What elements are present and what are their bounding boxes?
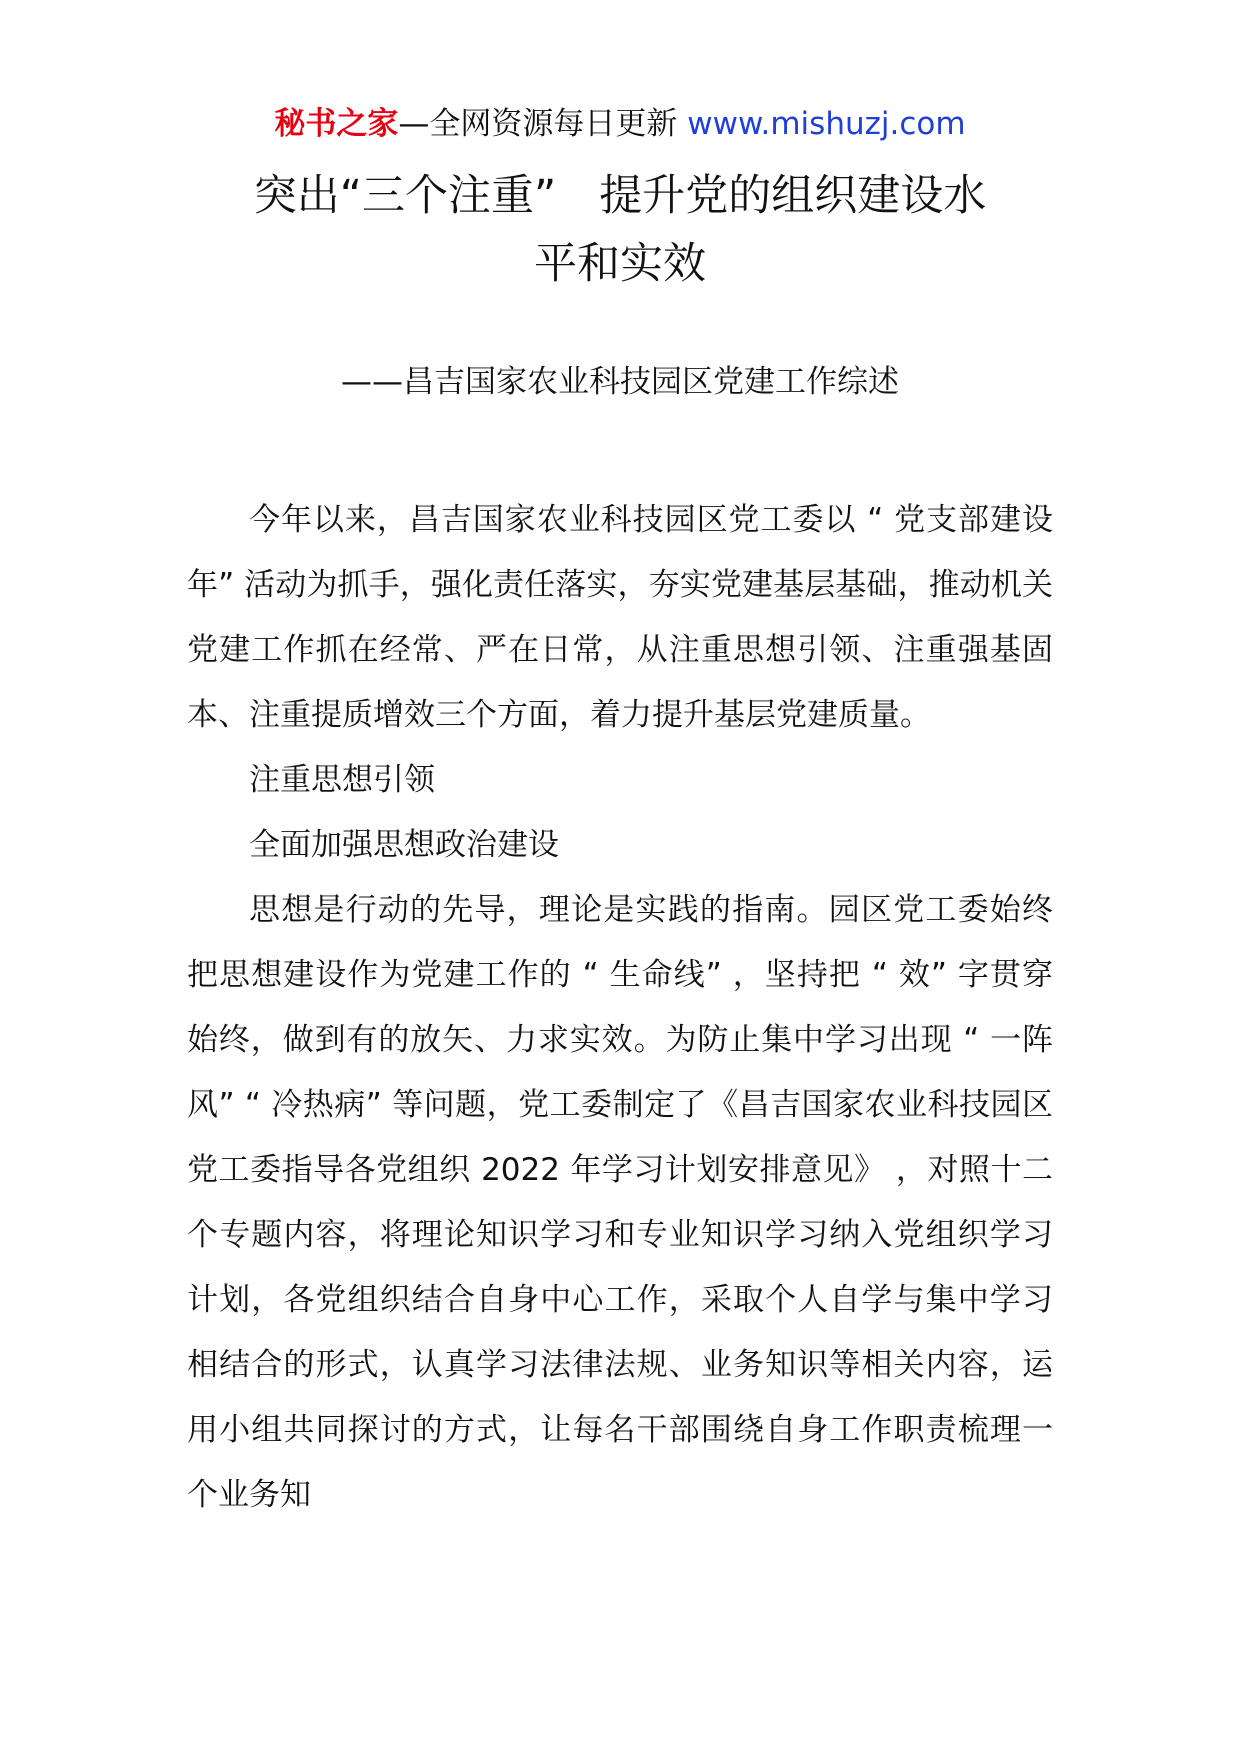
document-title-line-2: 平和实效 <box>534 239 706 289</box>
document-title-line-1: 突出“三个注重” 提升党的组织建设水 <box>253 171 987 221</box>
document-body <box>187 488 1053 1528</box>
paragraph-body: 思想是行动的先导，理论是实践的指南。园区党工委始终把思想建设作为党建工作的 “ 生命线” ，坚持把 “ 效” 字贯穿始终，做到有的放矢、力求实效。为防止集中学习出现 “ 一阵风” “ 冷热病” 等问题，党工委制定了《昌吉国家农业科技园区党工委指导各党组织 2022 年学习计划安排意见》 ，对照十二个专题内容，将理论知识学习和专业知识学习纳入党组织学习计划，各党组织结合自身中心工作，采取个人自学与集中学习相结合的形式，认真学习法律法规、业务知识等相关内容，运用小组共同探讨的方式，让每名干部围绕自身工作职责梳理一个业务知 <box>187 892 1053 1513</box>
paragraph-intro: 今年以来，昌吉国家农业科技园区党工委以 “ 党支部建设年” 活动为抓手，强化责任落实，夯实党建基层基础，推动机关党建工作抓在经常、严在日常，从注重思想引领、注重强基固本、注重提质增效三个方面，着力提升基层党建质量。 <box>187 502 1053 733</box>
document-title <box>180 162 1060 298</box>
site-header <box>0 104 1240 144</box>
document-subtitle: ——昌吉国家农业科技园区党建工作综述 <box>341 364 899 400</box>
site-url-link[interactable]: www.mishuzj.com <box>687 106 966 142</box>
section-heading: 注重思想引领 <box>249 762 435 798</box>
site-tagline: —全网资源每日更新 <box>398 106 688 142</box>
site-brand: 秘书之家 <box>274 106 399 142</box>
section-subheading: 全面加强思想政治建设 <box>249 827 559 863</box>
